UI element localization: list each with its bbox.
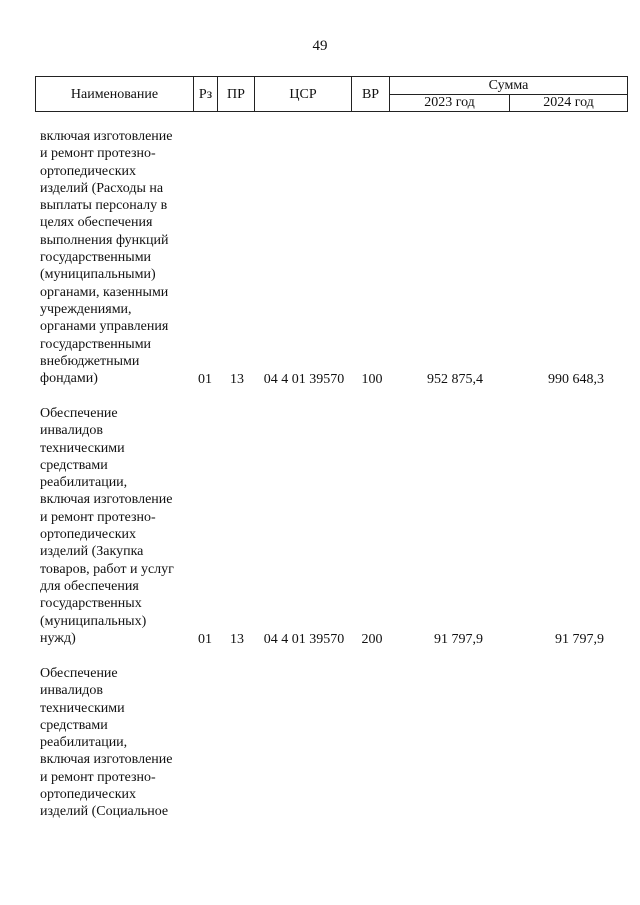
row-sum-2023: 952 875,4 xyxy=(427,371,483,387)
row-rz: 01 xyxy=(198,371,212,387)
row-csr: 04 4 01 39570 xyxy=(263,371,345,387)
row-vr: 200 xyxy=(361,631,383,647)
header-name: Наименование xyxy=(36,77,194,112)
header-year-2024: 2024 год xyxy=(510,94,628,112)
row-pr: 13 xyxy=(230,631,244,647)
row-sum-2023: 91 797,9 xyxy=(434,631,483,647)
table-row xyxy=(0,128,640,388)
row-vr: 100 xyxy=(361,371,383,387)
row-sum-2024: 91 797,9 xyxy=(555,631,604,647)
row-pr: 13 xyxy=(230,371,244,387)
row-name: Обеспечение инвалидов техническими средствами реабилитации, включая изготовление и ремонт протезно- ортопедических изделий (Закупка товаров, работ и услуг для обеспечения государственных (муниципальных) нужд) xyxy=(40,406,174,646)
row-rz: 01 xyxy=(198,631,212,647)
row-csr: 04 4 01 39570 xyxy=(263,631,345,647)
header-sum: Сумма xyxy=(390,77,628,95)
table-header xyxy=(35,76,628,112)
header-vr: ВР xyxy=(352,77,390,112)
header-pr: ПР xyxy=(218,77,255,112)
table-row xyxy=(0,665,640,825)
header-csr: ЦСР xyxy=(255,77,352,112)
row-name: Обеспечение инвалидов техническими средствами реабилитации, включая изготовление и ремонт протезно- ортопедических изделий (Социальное xyxy=(40,666,173,820)
header-year-2023: 2023 год xyxy=(390,94,510,112)
row-sum-2024: 990 648,3 xyxy=(548,371,604,387)
page-number: 49 xyxy=(312,38,328,54)
table-row xyxy=(0,405,640,648)
row-name: включая изготовление и ремонт протезно- ортопедических изделий (Расходы на выплаты персоналу в целях обеспечения выполнения функций государственными (муниципальными) органами, казенными учреждениями, органами управления государственными внебюджетными фондами) xyxy=(40,129,173,387)
header-rz: Рз xyxy=(194,77,218,112)
